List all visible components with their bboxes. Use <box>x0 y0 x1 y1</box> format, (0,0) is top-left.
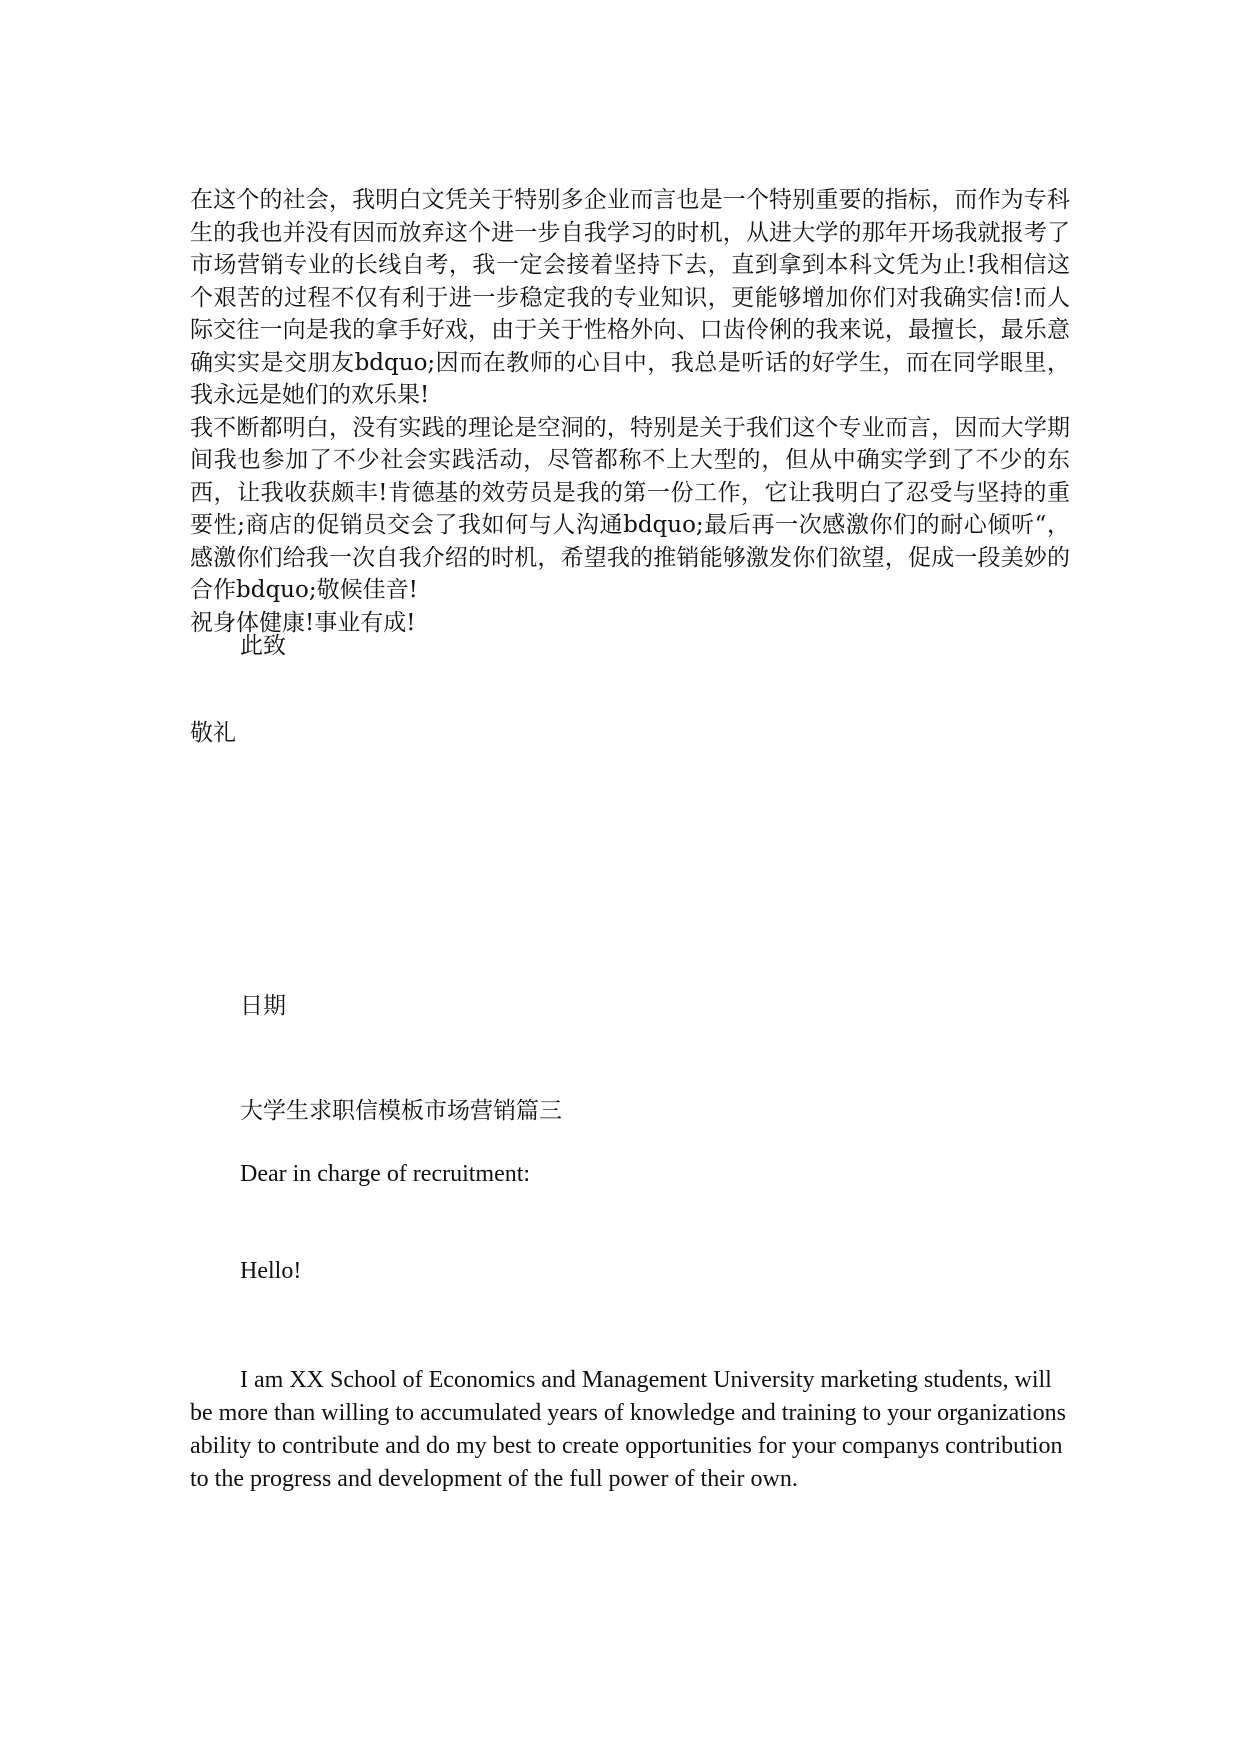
section-title: 大学生求职信模板市场营销篇三 <box>240 1098 562 1124</box>
paragraph-practice-experience: 我不断都明白，没有实践的理论是空洞的，特别是关于我们这个专业而言，因而大学期间我也参加了不少社会实践活动，尽管都称不上大型的，但从中确实学到了不少的东西，让我收获颇丰!肯德基的效劳员是我的第一份工作，它让我明白了忍受与坚持的重要性;商店的促销员交会了我如何与人沟通bdquo;最后再一次感激你们的耐心倾听“，感激你们给我一次自我介绍的时机，希望我的推销能够激发你们欲望，促成一段美妙的合作bdquo;敬候佳音! <box>190 414 1070 603</box>
english-hello: Hello! <box>240 1258 302 1284</box>
chinese-letter-body <box>190 184 1070 639</box>
english-body-paragraph: I am XX School of Economics and Management University marketing students, will be more than willing to accumulated years of knowledge and training to your organizations ability to contribute and do my best to create opportunities for your companys contribution to the progress and development of the full power of their own. <box>190 1367 1066 1492</box>
paragraph-wishes: 祝身体健康!事业有成! <box>190 609 416 636</box>
english-greeting: Dear in charge of recruitment: <box>240 1161 531 1187</box>
closing-salutation-2: 敬礼 <box>190 720 236 746</box>
date-label: 日期 <box>240 993 286 1019</box>
paragraph-education-and-social: 在这个的社会，我明白文凭关于特别多企业而言也是一个特别重要的指标，而作为专科生的我也并没有因而放弃这个进一步自我学习的时机，从进大学的那年开场我就报考了市场营销专业的长线自考，我一定会接着坚持下去，直到拿到本科文凭为止!我相信这个艰苦的过程不仅有利于进一步稳定我的专业知识，更能够增加你们对我确实信!而人际交往一向是我的拿手好戏，由于关于性格外向、口齿伶俐的我来说，最擅长，最乐意确实实是交朋友bdquo;因而在教师的心目中，我总是听话的好学生，而在同学眼里，我永远是她们的欢乐果! <box>190 187 1070 408</box>
closing-salutation-1: 此致 <box>240 633 286 659</box>
